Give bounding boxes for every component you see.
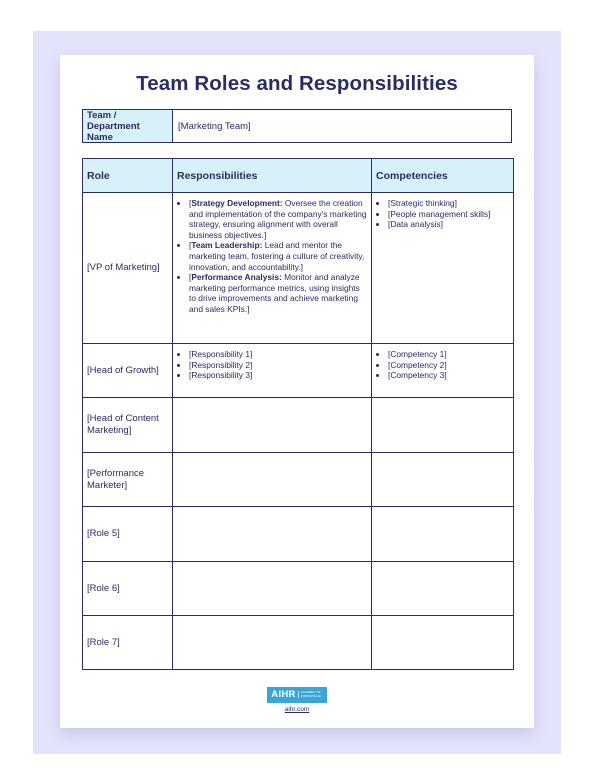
list-item: • [Performance Analysis: Monitor and analyze marketing performance metrics, using insights to drive improvements and achieve marketing and sales KPIs.]	[189, 272, 367, 314]
responsibility-text: Oversee the creation and implementation of the company's marketing strategy, ensuring alignment with overall business objectives.]	[189, 198, 367, 240]
responsibilities-cell	[173, 193, 372, 344]
list-item: • [Strategic thinking]	[388, 198, 509, 209]
responsibilities-cell	[173, 616, 372, 670]
table-row	[83, 344, 514, 398]
responsibilities-cell	[173, 344, 372, 398]
competencies-cell	[372, 344, 514, 398]
table-row	[83, 453, 514, 507]
list-item: • [People management skills]	[388, 209, 509, 220]
table-row	[83, 193, 514, 344]
team-name-label: Team / Department Name	[83, 110, 173, 142]
logo-tagline: ACADEMY TO INNOVATE HR	[298, 691, 323, 698]
list-item: • [Competency 1]	[388, 349, 509, 360]
responsibility-heading: Strategy Development:	[191, 198, 283, 208]
responsibility-text: [Responsibility 1]	[189, 349, 253, 359]
logo-wordmark: AIHR	[271, 689, 296, 700]
team-name-value: [Marketing Team]	[178, 120, 251, 132]
table-row	[83, 616, 514, 670]
list-item: • [Competency 3]	[388, 370, 509, 381]
role-cell: [VP of Marketing]	[83, 193, 173, 344]
list-item: • [Strategy Development: Oversee the creation and implementation of the company's marketing strategy, ensuring alignment with overall business objectives.]	[189, 198, 367, 240]
responsibility-heading: Team Leadership:	[191, 240, 263, 251]
role-cell: [Performance Marketer]	[83, 453, 173, 507]
list-item: • [Data analysis]	[388, 219, 509, 230]
role-cell: [Role 6]	[83, 562, 173, 616]
competencies-list	[376, 344, 509, 381]
role-cell: [Role 5]	[83, 507, 173, 562]
responsibilities-cell	[173, 562, 372, 616]
role-cell: [Head of Content Marketing]	[83, 398, 173, 453]
document-title: Team Roles and Responsibilities	[136, 72, 458, 95]
list-item	[189, 349, 367, 360]
list-item	[189, 360, 367, 371]
responsibilities-list	[177, 344, 367, 381]
role-cell: [Head of Growth]	[83, 344, 173, 398]
responsibilities-cell	[173, 398, 372, 453]
aihr-logo	[267, 687, 326, 703]
document-page	[60, 55, 534, 728]
competencies-cell	[372, 453, 514, 507]
list-item	[189, 370, 367, 381]
responsibility-text: Lead and mentor the marketing team, fostering a culture of creativity, innovation, and accountability.]	[189, 240, 365, 272]
list-item: • [Competency 2]	[388, 360, 509, 371]
table-row	[83, 398, 514, 453]
roles-table	[82, 158, 514, 670]
responsibility-text: [Responsibility 3]	[189, 370, 253, 381]
column-header-responsibilities: Responsibilities	[173, 159, 372, 193]
table-row	[83, 562, 514, 616]
competencies-cell	[372, 507, 514, 562]
footer-link[interactable]: aihr.com	[284, 705, 310, 713]
column-header-competencies: Competencies	[372, 159, 514, 193]
list-item: • [Team Leadership: Lead and mentor the marketing team, fostering a culture of creativity, innovation, and accountability.]	[189, 240, 367, 272]
roles-table-header	[83, 159, 514, 193]
competencies-cell	[372, 193, 514, 344]
competencies-cell	[372, 562, 514, 616]
team-name-table	[82, 109, 512, 143]
table-row	[83, 507, 514, 562]
roles-table-body	[83, 193, 514, 670]
footer	[60, 684, 534, 713]
competencies-cell	[372, 398, 514, 453]
responsibilities-cell	[173, 453, 372, 507]
responsibility-heading: Performance Analysis:	[191, 272, 282, 283]
competencies-list	[376, 193, 509, 230]
competencies-cell	[372, 616, 514, 670]
responsibility-text: Monitor and analyze marketing performance metrics, using insights to drive improvements and achieve marketing and sales KPIs.]	[189, 272, 360, 314]
responsibilities-cell	[173, 507, 372, 562]
column-header-role: Role	[83, 159, 173, 193]
responsibilities-list	[177, 193, 367, 315]
responsibility-text: [Responsibility 2]	[189, 359, 253, 370]
role-cell: [Role 7]	[83, 616, 173, 670]
